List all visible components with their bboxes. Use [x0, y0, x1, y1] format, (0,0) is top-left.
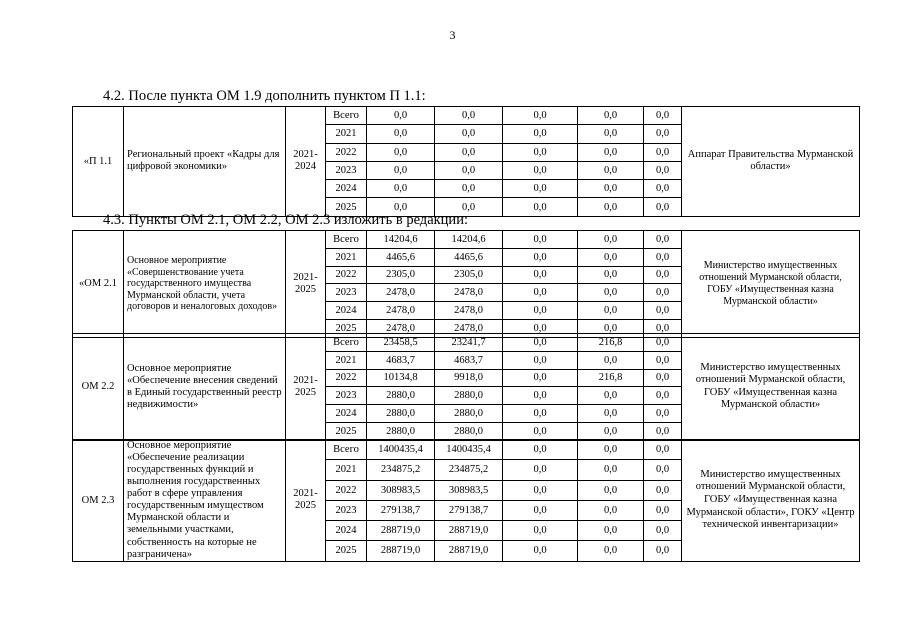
table-section-om2-2	[72, 333, 860, 441]
amount-cell: 0,0	[578, 500, 644, 520]
responsible-executor: Аппарат Правительства Мурманской области»	[682, 107, 860, 217]
amount-cell: 0,0	[578, 387, 644, 405]
year-cell: 2021	[326, 351, 367, 369]
year-cell: 2021	[326, 460, 367, 480]
amount-cell: 0,0	[644, 231, 682, 249]
amount-cell: 0,0	[578, 480, 644, 500]
amount-cell: 0,0	[578, 143, 644, 161]
amount-cell: 0,0	[367, 198, 435, 216]
responsible-executor: Министерство имущественных отношений Мурманской области, ГОБУ «Имущественная казна Мурманской области»	[682, 231, 860, 338]
amount-cell: 0,0	[644, 198, 682, 216]
amount-cell: 0,0	[367, 180, 435, 198]
item-code: ОМ 2.3	[73, 440, 124, 562]
year-cell: 2025	[326, 319, 367, 337]
table-row	[73, 440, 860, 460]
amount-cell: 0,0	[435, 125, 503, 143]
amount-cell: 10134,8	[367, 369, 435, 387]
year-cell: 2024	[326, 302, 367, 320]
heading-4-3: 4.3. Пункты ОМ 2.1, ОМ 2.2, ОМ 2.3 изложить в редакции:	[103, 212, 468, 228]
amount-cell: 0,0	[644, 334, 682, 352]
amount-cell: 234875,2	[367, 460, 435, 480]
amount-cell: 4465,6	[435, 248, 503, 266]
amount-cell: 23241,7	[435, 334, 503, 352]
item-code: ОМ 2.2	[73, 334, 124, 441]
amount-cell: 0,0	[503, 319, 578, 337]
amount-cell: 0,0	[644, 541, 682, 561]
year-cell: 2022	[326, 143, 367, 161]
amount-cell: 0,0	[644, 107, 682, 125]
amount-cell: 9918,0	[435, 369, 503, 387]
amount-cell: 0,0	[578, 319, 644, 337]
amount-cell: 2478,0	[367, 319, 435, 337]
amount-cell: 0,0	[503, 460, 578, 480]
amount-cell: 0,0	[503, 480, 578, 500]
amount-cell: 0,0	[503, 198, 578, 216]
amount-cell: 0,0	[644, 387, 682, 405]
amount-cell: 0,0	[578, 302, 644, 320]
item-name: Основное мероприятие «Обеспечение внесения сведений в Единый государственный реестр недвижимости»	[124, 334, 286, 441]
amount-cell: 0,0	[503, 387, 578, 405]
amount-cell: 2880,0	[367, 405, 435, 423]
amount-cell: 2880,0	[367, 387, 435, 405]
amount-cell: 0,0	[578, 125, 644, 143]
amount-cell: 0,0	[503, 161, 578, 179]
amount-cell: 0,0	[578, 541, 644, 561]
amount-cell: 288719,0	[435, 541, 503, 561]
item-name: Основное мероприятие «Совершенствование учета государственного имущества Мурманской области, учета договоров и неналоговых доходов»	[124, 231, 286, 338]
amount-cell: 0,0	[644, 180, 682, 198]
amount-cell: 279138,7	[367, 500, 435, 520]
amount-cell: 0,0	[644, 422, 682, 440]
amount-cell: 0,0	[503, 500, 578, 520]
amount-cell: 0,0	[367, 143, 435, 161]
item-period: 2021-2025	[286, 440, 326, 562]
amount-cell: 0,0	[644, 143, 682, 161]
amount-cell: 2880,0	[435, 405, 503, 423]
amount-cell: 0,0	[503, 521, 578, 541]
amount-cell: 4683,7	[367, 351, 435, 369]
year-cell: 2023	[326, 500, 367, 520]
amount-cell: 0,0	[503, 422, 578, 440]
amount-cell: 0,0	[503, 541, 578, 561]
amount-cell: 2478,0	[367, 284, 435, 302]
amount-cell: 0,0	[435, 107, 503, 125]
year-cell: 2022	[326, 266, 367, 284]
year-cell: 2022	[326, 480, 367, 500]
amount-cell: 0,0	[578, 521, 644, 541]
responsible-executor: Министерство имущественных отношений Мурманской области, ГОБУ «Имущественная казна Мурманской области», ГОКУ «Центр технической инвентаризации»	[682, 440, 860, 562]
amount-cell: 0,0	[644, 284, 682, 302]
amount-cell: 0,0	[644, 248, 682, 266]
amount-cell: 2305,0	[367, 266, 435, 284]
amount-cell: 234875,2	[435, 460, 503, 480]
heading-4-2: 4.2. После пункта ОМ 1.9 дополнить пунктом П 1.1:	[103, 88, 426, 104]
amount-cell: 0,0	[503, 302, 578, 320]
year-cell: Всего	[326, 107, 367, 125]
amount-cell: 4683,7	[435, 351, 503, 369]
amount-cell: 0,0	[435, 198, 503, 216]
item-code: «П 1.1	[73, 107, 124, 217]
amount-cell: 2478,0	[435, 319, 503, 337]
amount-cell: 2305,0	[435, 266, 503, 284]
amount-cell: 0,0	[367, 161, 435, 179]
item-period: 2021-2024	[286, 107, 326, 217]
amount-cell: 0,0	[644, 500, 682, 520]
year-cell: 2025	[326, 198, 367, 216]
amount-cell: 2880,0	[367, 422, 435, 440]
year-cell: Всего	[326, 231, 367, 249]
amount-cell: 0,0	[578, 180, 644, 198]
amount-cell: 0,0	[578, 107, 644, 125]
table-row	[73, 107, 860, 125]
amount-cell: 4465,6	[367, 248, 435, 266]
amount-cell: 0,0	[578, 422, 644, 440]
amount-cell: 0,0	[644, 266, 682, 284]
amount-cell: 0,0	[578, 231, 644, 249]
amount-cell: 0,0	[644, 351, 682, 369]
amount-cell: 0,0	[503, 143, 578, 161]
amount-cell: 0,0	[644, 440, 682, 460]
amount-cell: 23458,5	[367, 334, 435, 352]
amount-cell: 0,0	[435, 143, 503, 161]
amount-cell: 0,0	[503, 231, 578, 249]
year-cell: 2025	[326, 422, 367, 440]
responsible-executor: Министерство имущественных отношений Мурманской области, ГОБУ «Имущественная казна Мурманской области»	[682, 334, 860, 441]
amount-cell: 14204,6	[367, 231, 435, 249]
year-cell: 2021	[326, 125, 367, 143]
amount-cell: 14204,6	[435, 231, 503, 249]
amount-cell: 0,0	[644, 161, 682, 179]
amount-cell: 0,0	[644, 302, 682, 320]
page-number: 3	[449, 28, 456, 42]
amount-cell: 0,0	[503, 284, 578, 302]
year-cell: Всего	[326, 334, 367, 352]
amount-cell: 0,0	[578, 405, 644, 423]
table-section-om2-3	[72, 439, 860, 562]
table-section-p1-1	[72, 106, 860, 217]
amount-cell: 0,0	[503, 369, 578, 387]
amount-cell: 0,0	[435, 180, 503, 198]
item-name: Региональный проект «Кадры для цифровой экономики»	[124, 107, 286, 217]
amount-cell: 0,0	[367, 107, 435, 125]
amount-cell: 288719,0	[367, 541, 435, 561]
amount-cell: 2478,0	[435, 284, 503, 302]
amount-cell: 0,0	[367, 125, 435, 143]
amount-cell: 279138,7	[435, 500, 503, 520]
amount-cell: 0,0	[503, 440, 578, 460]
amount-cell: 308983,5	[435, 480, 503, 500]
amount-cell: 0,0	[578, 266, 644, 284]
amount-cell: 0,0	[578, 161, 644, 179]
amount-cell: 1400435,4	[367, 440, 435, 460]
table-row	[73, 334, 860, 352]
amount-cell: 0,0	[578, 198, 644, 216]
item-name: Основное мероприятие «Обеспечение реализации государственных функций и выполнения государственных работ в сфере управления государственным имуществом Мурманской области и земельными участками, собственность на которые не разграничена»	[124, 440, 286, 562]
amount-cell: 0,0	[644, 480, 682, 500]
year-cell: 2024	[326, 180, 367, 198]
amount-cell: 308983,5	[367, 480, 435, 500]
year-cell: 2023	[326, 161, 367, 179]
amount-cell: 0,0	[644, 319, 682, 337]
amount-cell: 0,0	[644, 521, 682, 541]
amount-cell: 0,0	[578, 440, 644, 460]
amount-cell: 0,0	[503, 334, 578, 352]
amount-cell: 0,0	[503, 107, 578, 125]
table-section-om2-1	[72, 230, 860, 338]
amount-cell: 2880,0	[435, 387, 503, 405]
amount-cell: 0,0	[578, 248, 644, 266]
amount-cell: 216,8	[578, 334, 644, 352]
amount-cell: 0,0	[503, 180, 578, 198]
year-cell: 2024	[326, 405, 367, 423]
amount-cell: 0,0	[503, 248, 578, 266]
amount-cell: 0,0	[578, 284, 644, 302]
amount-cell: 288719,0	[367, 521, 435, 541]
amount-cell: 0,0	[644, 369, 682, 387]
item-period: 2021-2025	[286, 334, 326, 441]
amount-cell: 0,0	[503, 125, 578, 143]
amount-cell: 0,0	[644, 405, 682, 423]
year-cell: 2022	[326, 369, 367, 387]
table-row	[73, 231, 860, 249]
year-cell: 2023	[326, 387, 367, 405]
item-period: 2021-2025	[286, 231, 326, 338]
amount-cell: 2478,0	[435, 302, 503, 320]
year-cell: 2021	[326, 248, 367, 266]
amount-cell: 0,0	[644, 125, 682, 143]
year-cell: 2025	[326, 541, 367, 561]
amount-cell: 0,0	[503, 405, 578, 423]
amount-cell: 0,0	[503, 351, 578, 369]
amount-cell: 0,0	[503, 266, 578, 284]
year-cell: 2023	[326, 284, 367, 302]
amount-cell: 288719,0	[435, 521, 503, 541]
item-code: «ОМ 2.1	[73, 231, 124, 338]
amount-cell: 2478,0	[367, 302, 435, 320]
amount-cell: 216,8	[578, 369, 644, 387]
year-cell: Всего	[326, 440, 367, 460]
amount-cell: 1400435,4	[435, 440, 503, 460]
amount-cell: 0,0	[644, 460, 682, 480]
amount-cell: 0,0	[578, 351, 644, 369]
amount-cell: 2880,0	[435, 422, 503, 440]
amount-cell: 0,0	[435, 161, 503, 179]
year-cell: 2024	[326, 521, 367, 541]
amount-cell: 0,0	[578, 460, 644, 480]
